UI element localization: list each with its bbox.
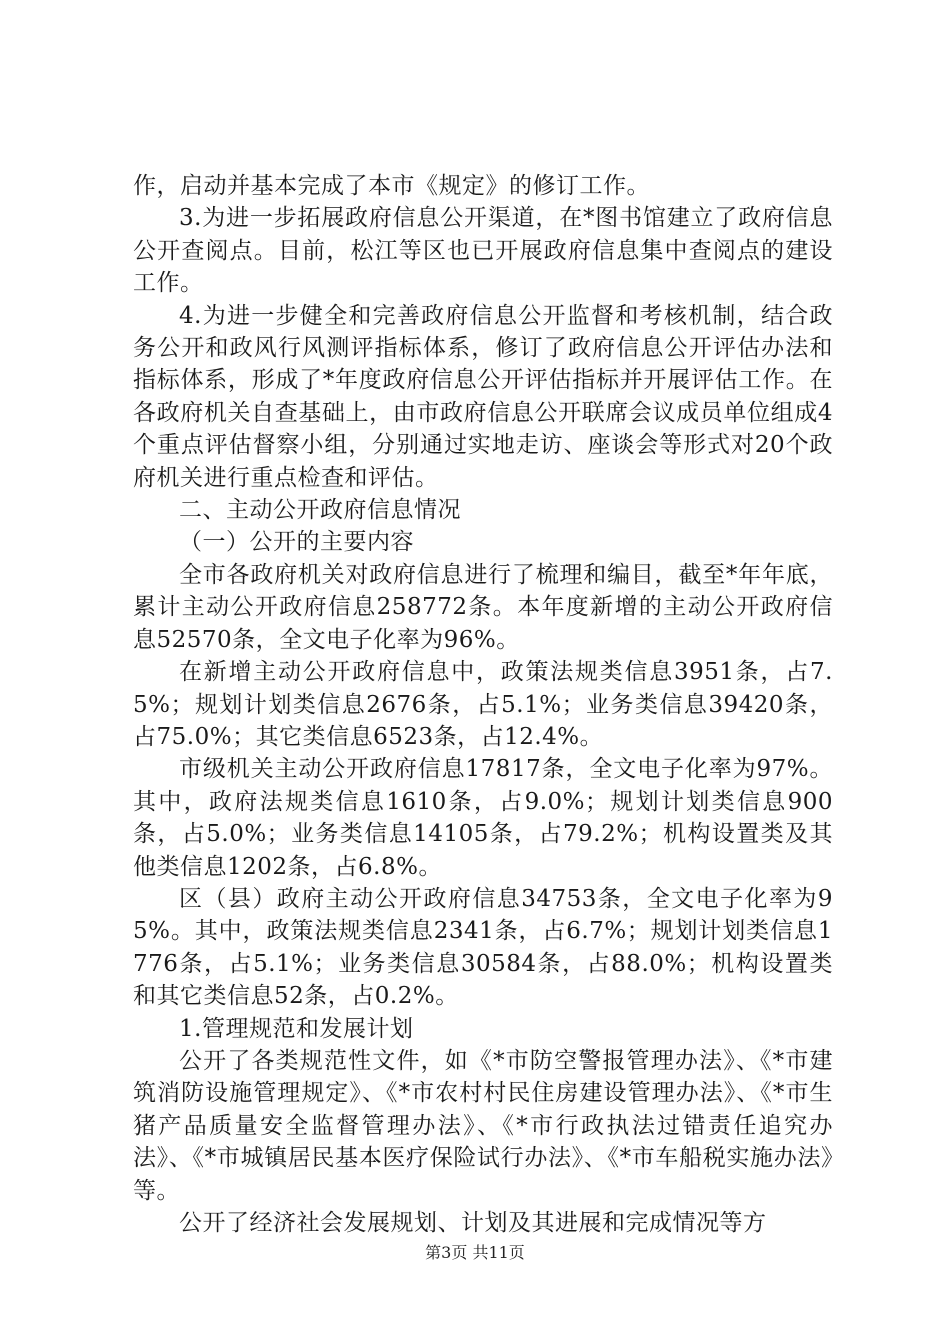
page-footer (0, 1240, 950, 1263)
document-body (133, 170, 833, 1239)
item-heading-1: 1.管理规范和发展计划 (179, 1015, 414, 1042)
subsection-heading-1: （一）公开的主要内容 (179, 529, 414, 556)
paragraph-7: 在新增主动公开政府信息中，政策法规类信息3951条，占7.5%；规划计划类信息2676条，占5.1%；业务类信息39420条，占75.0%；其它类信息6523条，占12.4%。 (133, 659, 833, 750)
paragraph-8: 市级机关主动公开政府信息17817条，全文电子化率为97%。其中，政府法规类信息1610条，占9.0%；规划计划类信息900条，占5.0%；业务类信息14105条，占79.2%；机构设置类及其他类信息1202条，占6.8%。 (133, 756, 833, 880)
paragraph-6: 全市各政府机关对政府信息进行了梳理和编目，截至*年年底，累计主动公开政府信息258772条。本年度新增的主动公开政府信息52570条，全文电子化率为96%。 (133, 561, 833, 653)
paragraph-3: 4.为进一步健全和完善政府信息公开监督和考核机制，结合政务公开和政风行风测评指标体系，修订了政府信息公开评估办法和指标体系，形成了*年度政府信息公开评估指标并开展评估工作。在各政府机关自查基础上，由市政府信息公开联席会议成员单位组成4个重点评估督察小组，分别通过实地走访、座谈会等形式对20个政府机关进行重点检查和评估。 (133, 302, 833, 491)
paragraph-1: 作，启动并基本完成了本市《规定》的修订工作。 (133, 173, 650, 199)
page-number-label: 第3页 共11页 (425, 1243, 525, 1262)
paragraph-12: 公开了经济社会发展规划、计划及其进展和完成情况等方 (179, 1210, 767, 1236)
paragraph-11: 公开了各类规范性文件，如《*市防空警报管理办法》、《*市建筑消防设施管理规定》、《*市农村村民住房建设管理办法》、《*市生猪产品质量安全监督管理办法》、《*市行政执法过错责任追究办法》、《*市城镇居民基本医疗保险试行办法》、《*市车船税实施办法》等。 (133, 1047, 833, 1204)
section-heading-2: 二、主动公开政府信息情况 (179, 497, 461, 524)
paragraph-9: 区（县）政府主动公开政府信息34753条，全文电子化率为95%。其中，政策法规类信息2341条，占6.7%；规划计划类信息1776条，占5.1%；业务类信息30584条，占88.0%；机构设置类和其它类信息52条，占0.2%。 (133, 885, 833, 1010)
paragraph-2: 3.为进一步拓展政府信息公开渠道，在*图书馆建立了政府信息公开查阅点。目前，松江等区也已开展政府信息集中查阅点的建设工作。 (133, 205, 833, 297)
